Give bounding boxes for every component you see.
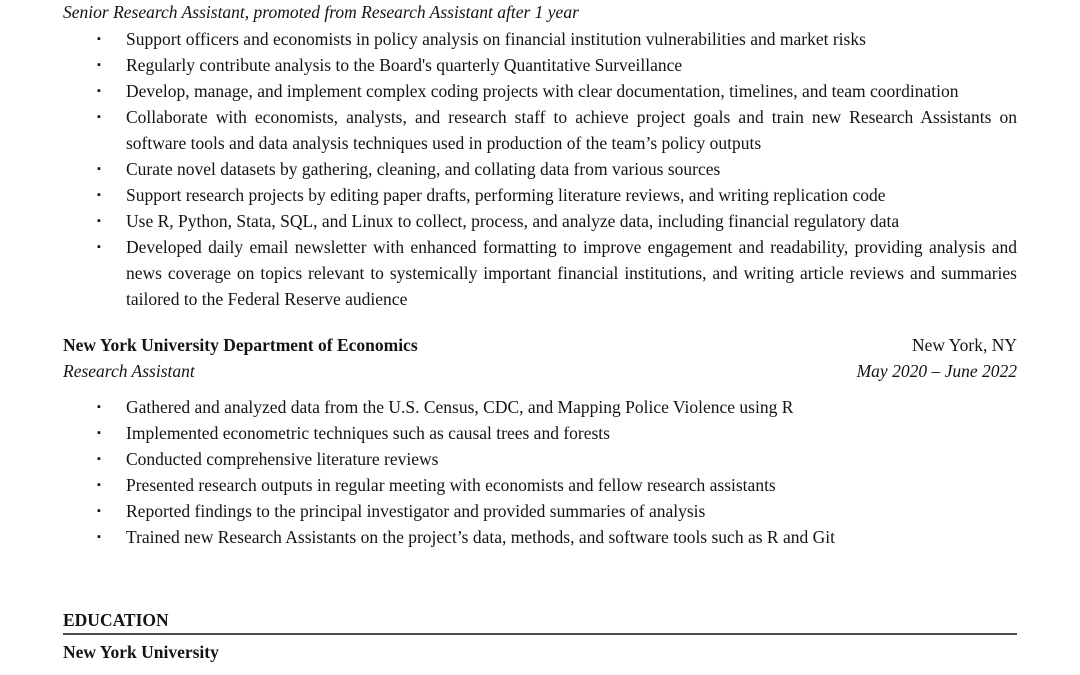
- bullet-square-icon: ▪: [97, 531, 101, 543]
- bullet-item: [63, 208, 1017, 234]
- bullet-item: [63, 472, 1017, 498]
- bullet-text: Support officers and economists in policy analysis on financial institution vulnerabilities and market risks: [126, 29, 866, 49]
- bullet-item: [63, 394, 1017, 420]
- bullet-item: [63, 420, 1017, 446]
- bullet-text: Trained new Research Assistants on the project’s data, methods, and software tools such as R and Git: [126, 527, 835, 547]
- bullet-text: Gathered and analyzed data from the U.S. Census, CDC, and Mapping Police Violence using R: [126, 397, 794, 417]
- bullet-square-icon: ▪: [97, 163, 101, 175]
- bullet-text: Reported findings to the principal investigator and provided summaries of analysis: [126, 501, 706, 521]
- bullet-text: Use R, Python, Stata, SQL, and Linux to collect, process, and analyze data, including financial regulatory data: [126, 211, 900, 231]
- bullet-text: Support research projects by editing paper drafts, performing literature reviews, and writing replication code: [126, 185, 886, 205]
- bullet-item: [63, 52, 1017, 78]
- bullet-text: Developed daily email newsletter with enhanced formatting to improve engagement and readability, providing analysis and news coverage on topics relevant to systemically important financial institutions, and writing article reviews and summaries tailored to the Federal Reserve audience: [126, 237, 1017, 309]
- bullet-item: [63, 446, 1017, 472]
- bullet-text: Presented research outputs in regular meeting with economists and fellow research assistants: [126, 475, 776, 495]
- bullet-square-icon: ▪: [97, 241, 101, 253]
- organization-name: New York University Department of Economics: [63, 335, 418, 355]
- bullet-square-icon: ▪: [97, 189, 101, 201]
- bullet-item: [63, 498, 1017, 524]
- bullet-text: Implemented econometric techniques such as causal trees and forests: [126, 423, 610, 443]
- bullet-item: [63, 234, 1017, 312]
- bullet-item: [63, 524, 1017, 550]
- bullet-item: [63, 182, 1017, 208]
- bullet-text: Regularly contribute analysis to the Board's quarterly Quantitative Surveillance: [126, 55, 683, 75]
- bullet-item: [63, 78, 1017, 104]
- bullet-square-icon: ▪: [97, 215, 101, 227]
- bullet-square-icon: ▪: [97, 479, 101, 491]
- bullet-square-icon: ▪: [97, 427, 101, 439]
- job-title: Research Assistant: [63, 361, 195, 381]
- bullet-text: Conducted comprehensive literature reviews: [126, 449, 439, 469]
- experience-bullets-federal-reserve: [63, 26, 1017, 312]
- bullet-square-icon: ▪: [97, 505, 101, 517]
- job-title-row: [63, 358, 1017, 384]
- bullet-square-icon: ▪: [97, 111, 101, 123]
- bullet-square-icon: ▪: [97, 401, 101, 413]
- organization-location: New York, NY: [911, 335, 1017, 355]
- bullet-square-icon: ▪: [97, 33, 101, 45]
- role-subtitle: Senior Research Assistant, promoted from Research Assistant after 1 year: [63, 2, 579, 22]
- education-section-heading: EDUCATION: [63, 609, 1017, 635]
- experience-bullets-nyu: [63, 394, 1017, 550]
- bullet-square-icon: ▪: [97, 59, 101, 71]
- bullet-item: [63, 156, 1017, 182]
- bullet-item: [63, 26, 1017, 52]
- education-org-partial: New York University: [63, 642, 219, 662]
- org-header-row: [63, 332, 1017, 358]
- bullet-item: [63, 104, 1017, 156]
- date-range: May 2020 – June 2022: [856, 361, 1017, 381]
- bullet-square-icon: ▪: [97, 85, 101, 97]
- bullet-text: Curate novel datasets by gathering, cleaning, and collating data from various sources: [126, 159, 721, 179]
- bullet-text: Develop, manage, and implement complex coding projects with clear documentation, timelines, and team coordination: [126, 81, 959, 101]
- bullet-square-icon: ▪: [97, 453, 101, 465]
- bullet-text: Collaborate with economists, analysts, and research staff to achieve project goals and train new Research Assistants on software tools and data analysis techniques used in production of the team’s policy outputs: [126, 107, 1017, 153]
